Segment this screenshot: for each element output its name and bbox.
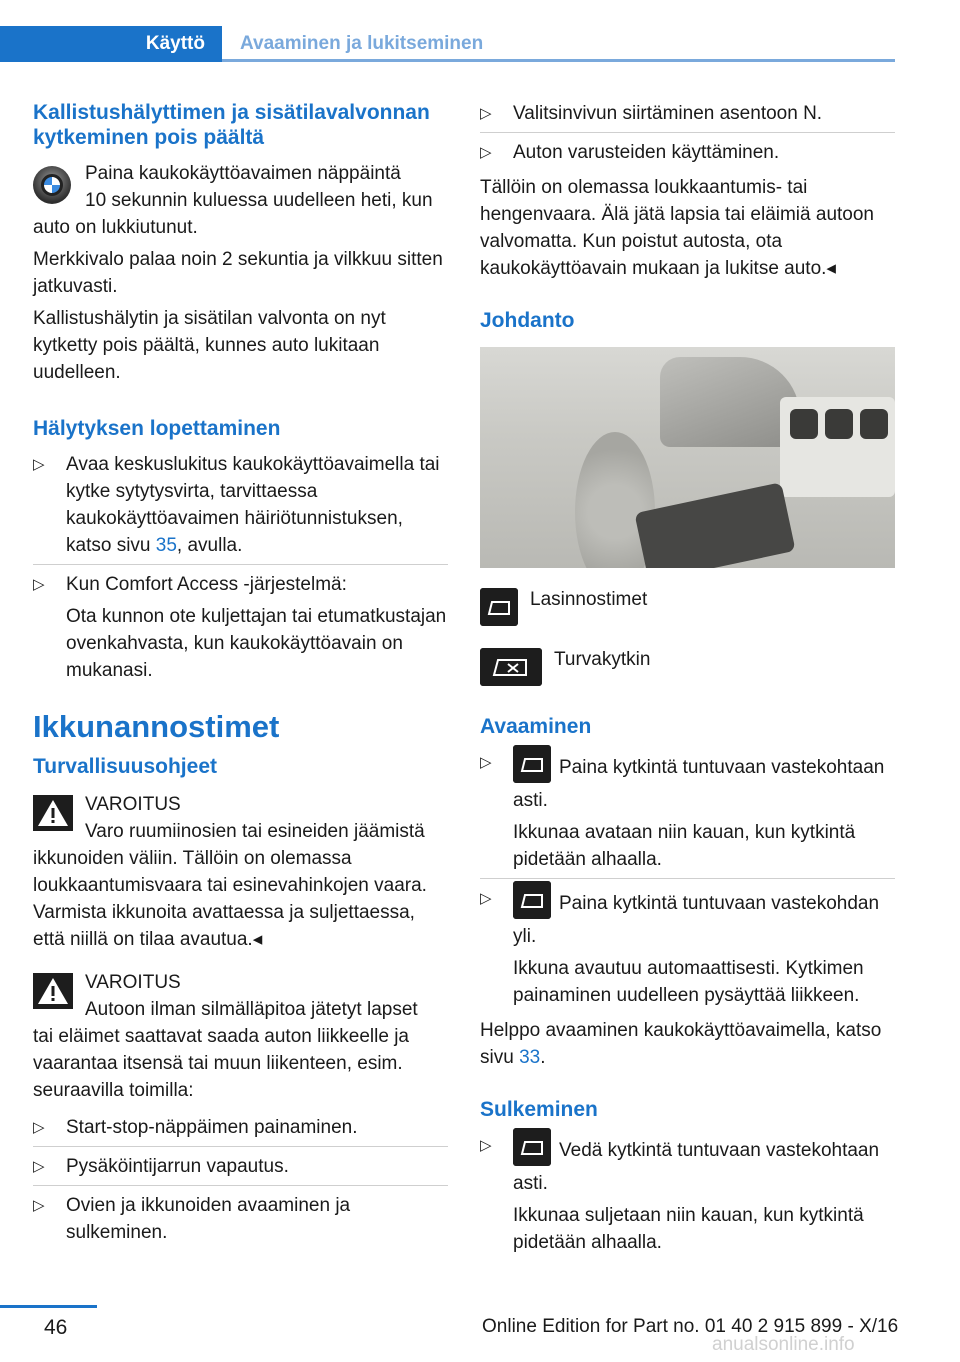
closing-list: [480, 1132, 895, 1256]
list-item: [33, 1146, 448, 1180]
warning-text-lead: Autoon ilman silmälläpitoa jätetyt lapset: [85, 999, 418, 1020]
list-item-text: Ovien ja ikkunoiden avaaminen ja sulkeminen.: [66, 1195, 351, 1243]
warning-actions-list: [33, 1114, 448, 1246]
list-item-text: Auton varusteiden käyttäminen.: [513, 142, 780, 163]
easy-open-text: Helppo avaaminen kaukokäyttöavaimella, katso sivu: [480, 1020, 882, 1068]
easy-open-text-end: .: [540, 1047, 546, 1068]
list-item: [33, 1185, 448, 1246]
heading-closing: Sulkeminen: [480, 1098, 598, 1121]
bullet-icon: ▷: [480, 1137, 492, 1154]
bullet-icon: ▷: [480, 105, 492, 122]
bullet-icon: ▷: [33, 576, 45, 593]
alarm-off-instruction: [33, 160, 448, 216]
chapter-tab[interactable]: [0, 26, 222, 62]
bullet-icon: ▷: [33, 456, 45, 473]
heading-opening: Avaaminen: [480, 715, 592, 738]
bullet-icon: ▷: [480, 144, 492, 161]
list-item: [33, 451, 448, 559]
window-lifter-icon: [480, 588, 518, 626]
list-item-text-end: , avulla.: [176, 535, 243, 556]
list-item-continuation: Ikkuna avautuu automaattisesti. Kytkimen painaminen uudelleen pysäyttää liikkeen.: [513, 958, 864, 1006]
alarm-off-paragraph-3: Kallistushälytin ja sisätilan valvonta on nyt kytketty pois päältä, kunnes auto lukitaan uudelleen.: [33, 308, 386, 383]
list-item-text: Paina kytkintä tuntuvaan vastekohdan yli.: [513, 893, 880, 947]
continued-list: [480, 100, 895, 166]
list-item-continuation: Ikkunaa avataan niin kauan, kun kytkintä pidetään alhaalla.: [513, 822, 856, 870]
list-item-text: Vedä kytkintä tuntuvaan vastekohtaan asti.: [513, 1140, 880, 1194]
left-column: [33, 100, 448, 1254]
alarm-off-paragraph-2: Merkkivalo palaa noin 2 sekuntia ja vilkkuu sitten jatkuvasti.: [33, 249, 443, 297]
bullet-icon: ▷: [33, 1197, 45, 1214]
warning-triangle-icon: [33, 973, 73, 1009]
warning-title: VAROITUS: [85, 972, 181, 993]
warning-block-2: [33, 969, 448, 1104]
list-item-text: Kun Comfort Access -järjestelmä:: [66, 574, 347, 595]
list-item: [33, 564, 448, 684]
legend-window-lifters: [480, 586, 895, 632]
heading-intro: Johdanto: [480, 309, 575, 332]
list-item: [480, 1132, 895, 1256]
window-lifter-icon: [513, 745, 551, 783]
easy-open-paragraph: [480, 1017, 895, 1071]
list-item-text: Paina kytkintä tuntuvaan vastekohtaan asti.: [513, 757, 885, 811]
heading-window-lifters: Ikkunannostimet: [33, 709, 280, 744]
warning-text-lead: Varo ruumiinosien tai esineiden jäämistä: [85, 821, 425, 842]
section-title[interactable]: Avaaminen ja lukitseminen: [240, 33, 484, 54]
door-panel-photo: [480, 347, 895, 568]
list-item-text: Avaa keskuslukitus kaukokäyttöavaimella tai kytke sytytysvirta, tarvittaessa kaukokäyttöavaimen häiriötunnistuksen, katso sivu: [66, 454, 440, 556]
list-item: [480, 878, 895, 1009]
stop-alarm-list: [33, 451, 448, 684]
alarm-off-lead-2: 10 sekunnin kuluessa uudelleen heti, kun auto on lukkiutunut.: [33, 190, 433, 238]
list-item-text: Pysäköintijarrun vapautus.: [66, 1156, 289, 1177]
list-item: [33, 1114, 448, 1141]
opening-list: [480, 749, 895, 1009]
right-column: [480, 100, 895, 1264]
page-link-33[interactable]: 33: [519, 1047, 541, 1068]
window-lifter-icon: [513, 881, 551, 919]
list-item-text: Valitsinvivun siirtäminen asentoon N.: [513, 103, 823, 124]
edition-note: Online Edition for Part no. 01 40 2 915 899 - X/16: [482, 1316, 899, 1337]
page-header: [0, 26, 895, 62]
legend-label: Turvakytkin: [554, 649, 651, 670]
footer-divider: [0, 1305, 97, 1308]
warning-text: ikkunoiden väliin. Tällöin on olemassa loukkaantumisvaara tai esinevahinkojen vaara. Varmista ikkunoita avattaessa ja suljettaessa, että niillä on tilaa avautua.◂: [33, 848, 427, 950]
legend-label: Lasinnostimet: [530, 589, 648, 610]
bullet-icon: ▷: [33, 1158, 45, 1175]
warning-title: VAROITUS: [85, 794, 181, 815]
warning-text: tai eläimet saattavat saada auton liikkeelle ja vaarantaa itsensä tai muun liikenteen, esim. seuraavilla toimilla:: [33, 1026, 410, 1101]
page-link-35[interactable]: 35: [155, 535, 177, 556]
warning-block-1: [33, 791, 448, 953]
warning-triangle-icon: [33, 795, 73, 831]
window-lifter-icon: [513, 1128, 551, 1166]
danger-paragraph: Tällöin on olemassa loukkaantumis- tai hengenvaara. Älä jätä lapsia tai eläimiä autoon valvomatta. Kun poistut autosta, ota kaukokäyttöavain mukaan ja lukitse auto.◂: [480, 177, 874, 279]
bmw-key-icon: [33, 166, 71, 204]
safety-switch-icon: [480, 648, 542, 686]
list-item: [480, 132, 895, 166]
list-item-text: Start-stop-näppäimen painaminen.: [66, 1117, 358, 1138]
heading-safety: Turvallisuusohjeet: [33, 755, 217, 778]
bullet-icon: ▷: [480, 754, 492, 771]
bullet-icon: ▷: [33, 1119, 45, 1136]
bullet-icon: ▷: [480, 890, 492, 907]
heading-stop-alarm: Hälytyksen lopettaminen: [33, 417, 281, 440]
list-item: [480, 749, 895, 873]
list-item: [480, 100, 895, 127]
heading-alarm-off: Kallistushälyttimen ja sisätilavalvonnan kytkeminen pois päältä: [33, 101, 430, 149]
watermark: anualsonline.info: [712, 1334, 855, 1355]
chapter-label: Käyttö: [145, 33, 205, 54]
legend-safety-switch: [480, 646, 895, 692]
list-item-continuation: Ikkunaa suljetaan niin kauan, kun kytkintä pidetään alhaalla.: [513, 1205, 864, 1253]
page-number: 46: [44, 1316, 68, 1339]
alarm-off-lead-1: Paina kaukokäyttöavaimen näppäintä: [85, 163, 401, 184]
list-item-continuation: Ota kunnon ote kuljettajan tai etumatkustajan ovenkahvasta, kun kaukokäyttöavain on mukanasi.: [66, 606, 447, 681]
header-divider: [222, 59, 895, 62]
